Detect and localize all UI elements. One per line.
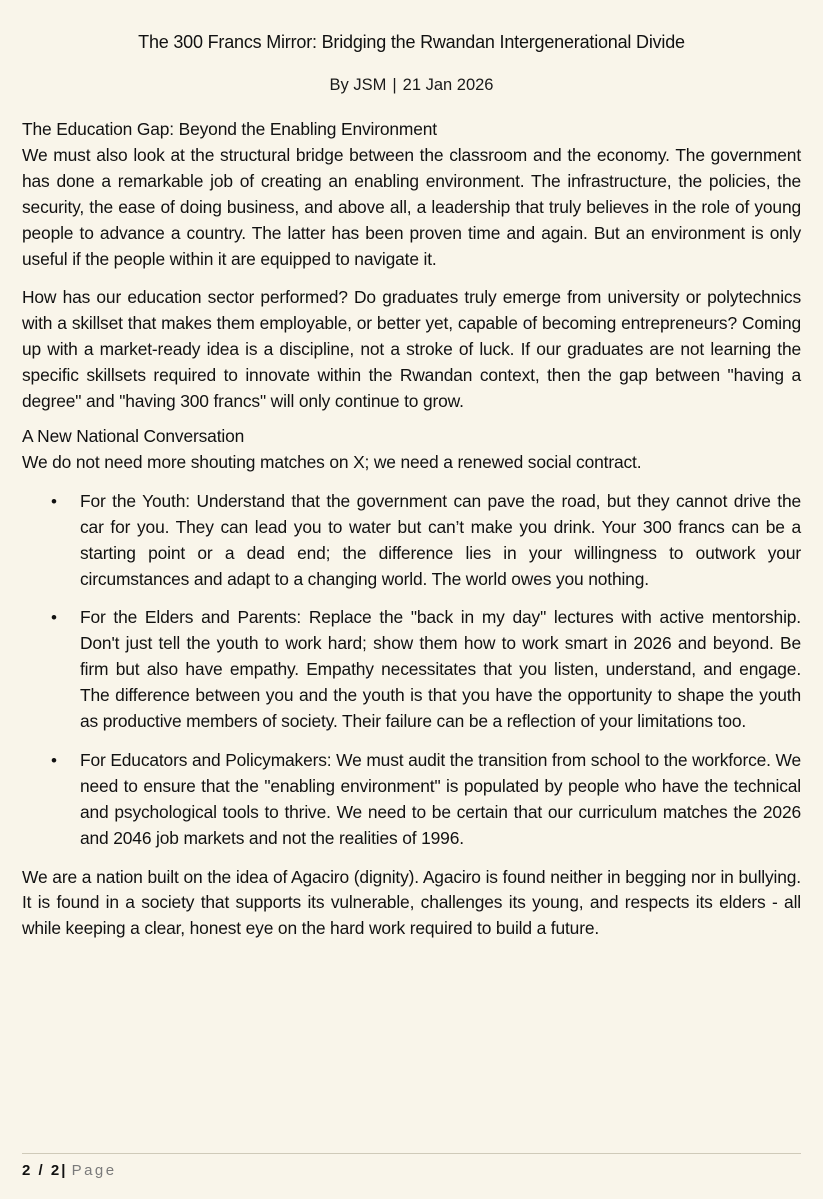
paragraph: How has our education sector performed? Do graduates truly emerge from university or polytechnics with a skillset that makes them employable, or better yet, capable of becoming entrepreneurs? Coming up with a market-ready idea is a discipline, not a stroke of luck. If our graduates are not learning the specific skillsets required to innovate within the Rwandan context, then the gap between "having a degree" and "having 300 francs" will only continue to grow. <box>22 287 801 412</box>
section-heading-conversation: A New National Conversation <box>22 425 245 446</box>
list-item <box>51 605 801 735</box>
page-footer <box>22 1153 801 1182</box>
bullet-icon: • <box>51 491 57 511</box>
bullet-icon: • <box>51 750 57 770</box>
list-item <box>51 489 801 593</box>
bullet-icon: • <box>51 608 57 628</box>
publish-date: 21 Jan 2026 <box>402 76 494 94</box>
bullet-text: Replace the "back in my day" lectures with active mentorship. Don't just tell the youth to work hard; show them how to work smart in 2026 and beyond. Be firm but also have empathy. Empathy necessitates that you listen, understand, and engage. The difference between you and the youth is that you have the opportunity to shape the youth as productive members of society. Their failure can be a reflection of your limitations too. <box>80 607 801 732</box>
bullet-label: For the Elders and Parents: <box>80 607 302 628</box>
footer-separator: | <box>61 1162 68 1179</box>
page-label: Page <box>71 1162 117 1179</box>
author: By JSM <box>329 76 387 94</box>
paragraph: We must also look at the structural bridge between the classroom and the economy. The government has done a remarkable job of creating an enabling environment. The infrastructure, the policies, the security, the ease of doing business, and above all, a leadership that truly believes in the role of young people to advance a country. The latter has been proven time and again. But an environment is only useful if the people within it are equipped to navigate it. <box>22 144 801 269</box>
byline <box>0 73 823 97</box>
document-title: The 300 Francs Mirror: Bridging the Rwandan Intergenerational Divide <box>138 32 685 52</box>
bullet-text: We must audit the transition from school to the workforce. We need to ensure that the "enabling environment" is populated by people who have the technical and psychological tools to thrive. We need to be certain that our curriculum matches the 2026 and 2046 job markets and not the realities of 1996. <box>80 749 801 848</box>
bullet-label: For the Youth: <box>80 490 190 511</box>
article-body <box>22 117 801 942</box>
bullet-text: Understand that the government can pave the road, but they cannot drive the car for you. They can lead you to water but can’t make you drink. Your 300 francs can be a starting point or a dead end; the difference lies in your willingness to outwork your circumstances and adapt to a changing world. The world owes you nothing. <box>80 490 801 589</box>
byline-separator: | <box>392 76 397 94</box>
paragraph: We are a nation built on the idea of Agaciro (dignity). Agaciro is found neither in begging nor in bullying. It is found in a society that supports its vulnerable, challenges its young, and respects its elders - all while keeping a clear, honest eye on the hard work required to build a future. <box>22 866 801 939</box>
bullet-list <box>22 489 801 852</box>
section-heading-education: The Education Gap: Beyond the Enabling Environment <box>22 119 437 139</box>
page-number: 2 / 2 <box>22 1162 62 1179</box>
list-item <box>51 748 801 852</box>
paragraph: We do not need more shouting matches on X; we need a renewed social contract. <box>22 451 642 472</box>
bullet-label: For Educators and Policymakers: <box>80 749 332 770</box>
